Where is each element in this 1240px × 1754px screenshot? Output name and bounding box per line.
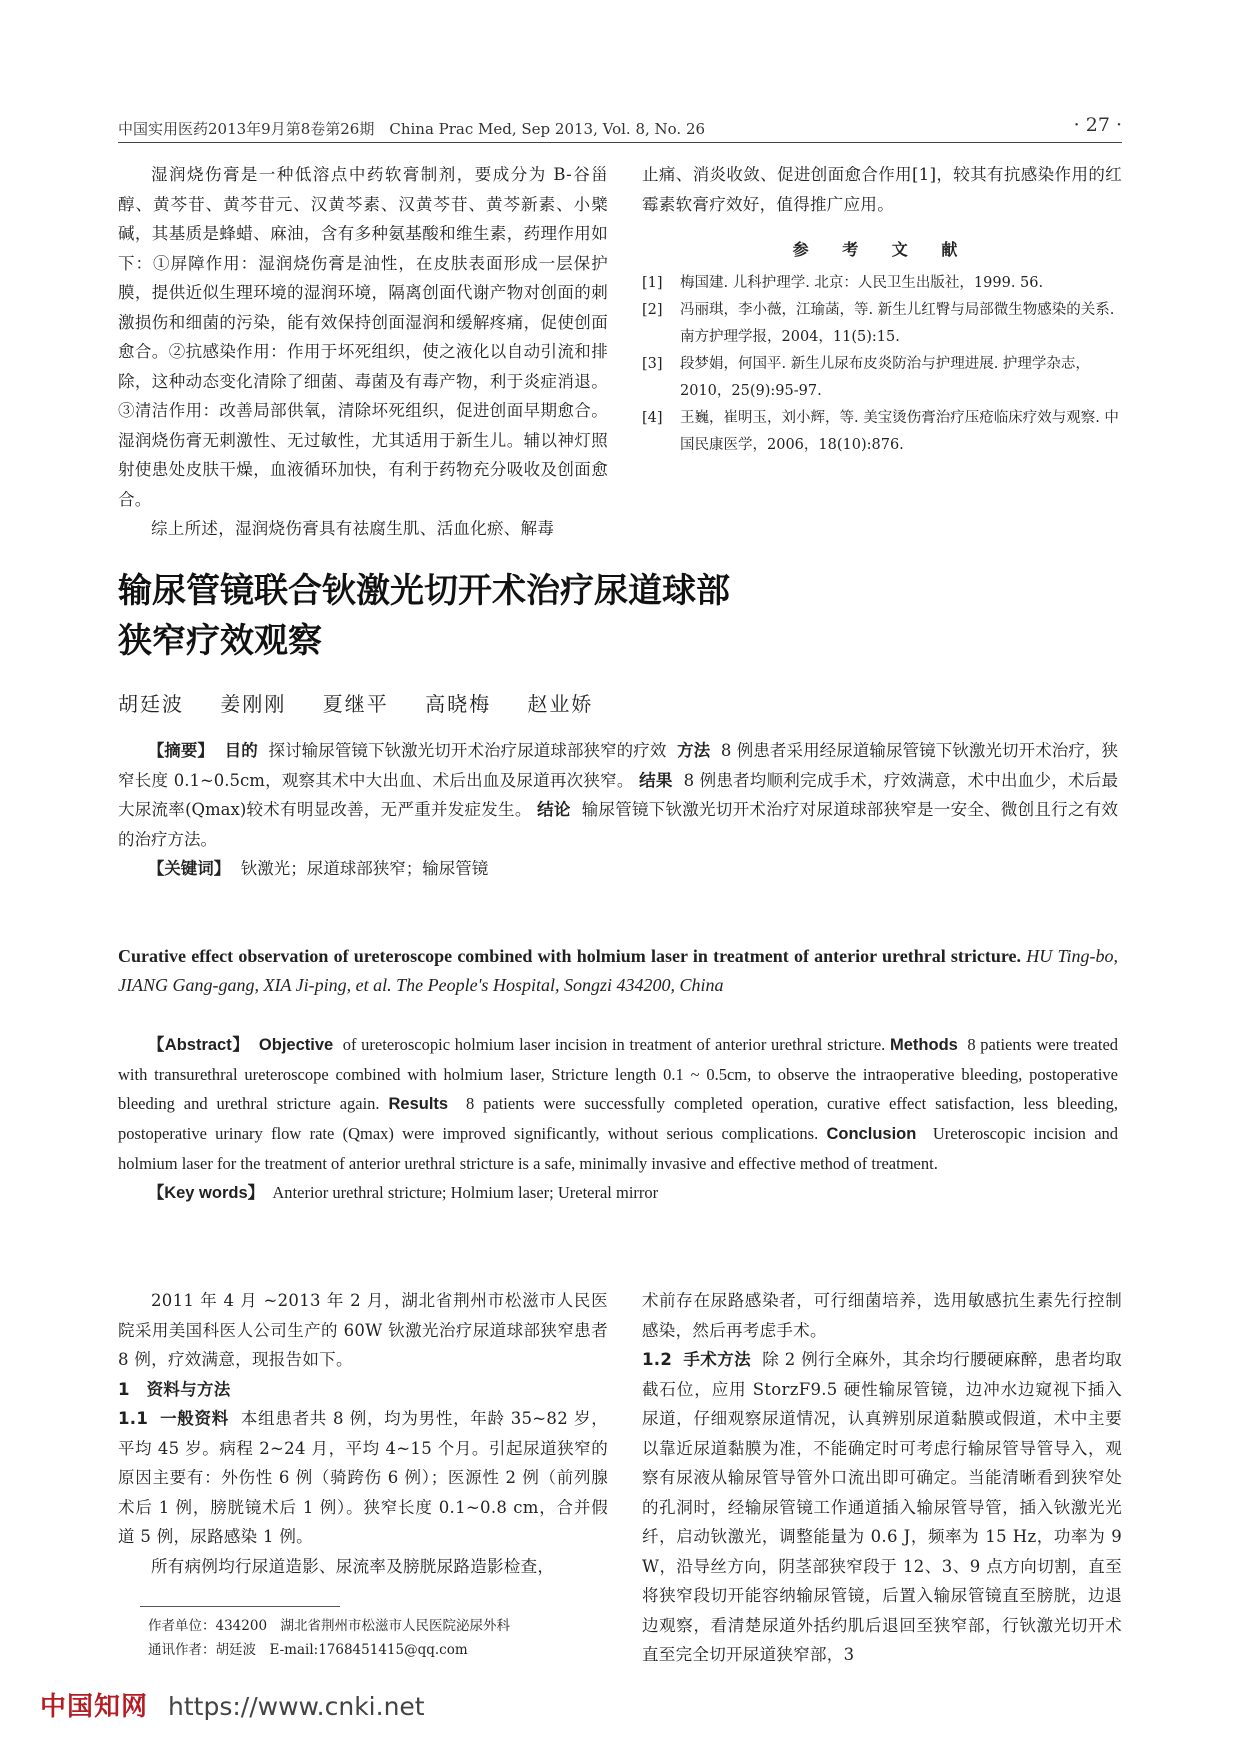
results-text: 8 例患者均顺利完成手术，疗效满意，术中出血少，术后最大尿流率(Qmax)较术有明显改善，无严重并发症发生。	[118, 770, 1118, 819]
section-heading	[118, 1375, 608, 1405]
subsection-text: 除 2 例行全麻外，其余均行腰硬麻醉，患者均取截石位，应用 StorzF9.5 硬性输尿管镜，边冲水边窥视下插入尿道，仔细观察尿道情况，认真辨别尿道黏膜或假道，术中主要以靠近尿道黏膜为准，不能确定时可考虑行输尿管导管导入，观察有尿液从输尿管导管外口流出即可确定。当能清晰看到狭窄处的孔洞时，经输尿管镜工作通道插入输尿管导管，插入钬激光光纤，启动钬激光，调整能量为 0.6 J，频率为 15 Hz，功率为 9 W，沿导丝方向，阴茎部狭窄段于 12、3、9 点方向切割，直至将狭窄段切开能容纳输尿管镜，后置入输尿管镜直至膀胱，边退边观察，看清楚尿道外括约肌后退回至狭窄部，行钬激光切开术直至完全切开尿道狭窄部，3	[642, 1350, 1123, 1664]
subsection-1-2	[642, 1345, 1122, 1670]
reference-number: [3]	[642, 356, 663, 372]
references-list	[642, 270, 1122, 459]
cnki-watermark	[40, 1686, 425, 1723]
subsection-1-1	[118, 1404, 608, 1552]
english-methods-text: 8 patients were treated with transurethral ureteroscope combined with holmium laser, Stricture length 0.1 ~ 0.5cm, to observe the intraoperative bleeding, postoperative bleeding and urethral stricture again.	[118, 1035, 1119, 1113]
abstract-english	[118, 1030, 1118, 1208]
english-objective-label: Objective	[258, 1036, 334, 1054]
author-name: 高晓梅	[425, 692, 492, 716]
reference-text: 王巍，崔明玉，刘小辉，等. 美宝烫伤膏治疗压疮临床疗效与观察. 中国民康医学，2006，18(10):876.	[680, 410, 1119, 453]
prev-paragraph-2: 综上所述，湿润烧伤膏具有祛腐生肌、活血化瘀、解毒	[151, 519, 555, 538]
reference-item	[642, 270, 1122, 297]
conclusion-label: 结论	[537, 800, 571, 819]
prev-article-left-column	[118, 160, 608, 544]
footnote-rule	[140, 1606, 340, 1607]
english-authors: HU Ting-bo, JIANG Gang-gang, XIA Ji-ping, et al. The People's Hospital, Songzi 434200, China	[118, 946, 1118, 995]
abstract-chinese	[118, 736, 1118, 884]
keywords-text: 钬激光；尿道球部狭窄；输尿管镜	[240, 859, 489, 878]
english-title-block	[118, 942, 1118, 1000]
author-name: 姜刚刚	[220, 692, 287, 716]
subsection-text: 本组患者共 8 例，均为男性，年龄 35~82 岁，平均 45 岁。病程 2~24 月，平均 4~15 个月。引起尿道狭窄的原因主要有：外伤性 6 例（骑跨伤 6 例）；医源性 2 例（前列腺术后 1 例，膀胱镜术后 1 例）。狭窄长度 0.1~0.8 cm，合并假道 5 例，尿路感染 1 例。	[118, 1409, 609, 1546]
corresponding-author: 通讯作者：胡廷波 E-mail:1768451415@qq.com	[148, 1642, 468, 1658]
english-title: Curative effect observation of ureteroscope combined with holmium laser in treatment of anterior urethral stricture.	[118, 946, 1022, 966]
results-label: 结果	[639, 770, 673, 790]
author-name: 胡廷波	[118, 692, 184, 716]
subsection-title: 手术方法	[683, 1350, 751, 1369]
english-objective-text: of ureteroscopic holmium laser incision in treatment of anterior urethral stricture.	[342, 1035, 886, 1054]
prev-paragraph-1: 湿润烧伤膏是一种低溶点中药软膏制剂，要成分为 B-谷甾醇、黄芩苷、黄芩苷元、汉黄芩素、汉黄芩苷、黄芩新素、小檗碱，其基质是蜂蜡、麻油，含有多种氨基酸和维生素，药理作用如下：①屏障作用：湿润烧伤膏是油性，在皮肤表面形成一层保护膜，提供近似生理环境的湿润环境，隔离创面代谢产物对创面的刺激损伤和细菌的污染，能有效保持创面湿润和缓解疼痛，促使创面愈合。②抗感染作用：作用于坏死组织，使之液化以自动引流和排除，这种动态变化清除了细菌、毒菌及有毒产物，利于炎症消退。③清洁作用：改善局部供氧，清除坏死组织，促进创面早期愈合。湿润烧伤膏无刺激性、无过敏性，尤其适用于新生儿。辅以神灯照射使患处皮肤干燥，血液循环加快，有利于药物充分吸收及创面愈合。	[118, 165, 608, 509]
english-results-label: Results	[388, 1095, 449, 1113]
conclusion-text: 输尿管镜下钬激光切开术治疗对尿道球部狭窄是一安全、微创且行之有效的治疗方法。	[118, 800, 1118, 849]
author-name: 夏继平	[322, 692, 389, 716]
abstract-paragraph	[118, 736, 1118, 854]
reference-item	[642, 405, 1122, 459]
english-abstract-paragraph	[118, 1030, 1118, 1178]
journal-header: 中国实用医药2013年9月第8卷第26期 China Prac Med, Sep 2013, Vol. 8, No. 26	[118, 120, 706, 138]
header-rule	[118, 142, 1122, 143]
article-title-line-1: 输尿管镜联合钬激光切开术治疗尿道球部	[118, 571, 730, 611]
prev-paragraph-3: 止痛、消炎收敛、促进创面愈合作用[1]，较其有抗感染作用的红霉素软膏疗效好，值得推广应用。	[642, 165, 1122, 214]
english-keywords-label: 【Key words】	[147, 1184, 265, 1202]
article-title-line-2: 狭窄疗效观察	[118, 621, 322, 661]
reference-number: [2]	[642, 302, 663, 318]
objective-text: 探讨输尿管镜下钬激光切开术治疗尿道球部狭窄的疗效	[268, 741, 667, 760]
reference-text: 梅国建. 儿科护理学. 北京：人民卫生出版社，1999. 56.	[680, 275, 1044, 291]
english-abstract-label: 【Abstract】	[147, 1036, 250, 1054]
body-paragraph: 术前存在尿路感染者，可行细菌培养，选用敏感抗生素先行控制感染，然后再考虑手术。	[642, 1291, 1122, 1340]
english-conclusion-label: Conclusion	[826, 1125, 917, 1143]
article-title	[118, 566, 1018, 666]
objective-label: 目的	[224, 741, 258, 760]
english-results-text: 8 patients were successfully completed operation, curative effect satisfaction, less bleeding, postoperative urinary flow rate (Qmax) were improved significantly, without serious complications.	[118, 1094, 1118, 1143]
reference-number: [1]	[642, 275, 663, 291]
cnki-url[interactable]: https://www.cnki.net	[168, 1692, 425, 1721]
author-name: 赵业娇	[527, 692, 594, 716]
english-keywords-text: Anterior urethral stricture; Holmium laser; Ureteral mirror	[272, 1183, 659, 1202]
reference-item	[642, 351, 1122, 405]
english-keywords-paragraph	[118, 1178, 1118, 1208]
footnote	[148, 1614, 510, 1662]
subsection-number: 1.2	[642, 1350, 673, 1369]
cnki-logo: 中国知网	[40, 1692, 149, 1722]
subsection-number: 1.1	[118, 1409, 149, 1428]
reference-item	[642, 297, 1122, 351]
reference-text: 段梦娟，何国平. 新生儿尿布皮炎防治与护理进展. 护理学杂志，2010，25(9):95-97.	[680, 356, 1090, 399]
methods-text: 8 例患者采用经尿道输尿管镜下钬激光切开术治疗，狭窄长度 0.1~0.5cm，观察其术中大出血、术后出血及尿道再次狭窄。	[118, 741, 1119, 790]
english-conclusion-text: Ureteroscopic incision and holmium laser for the treatment of anterior urethral stricture is a safe, minimally invasive and effective method of treatment.	[118, 1124, 1119, 1173]
section-1-title: 1 资料与方法	[118, 1379, 231, 1399]
subsection-title: 一般资料	[160, 1409, 229, 1428]
reference-number: [4]	[642, 410, 663, 426]
keywords-label: 【关键词】	[147, 859, 231, 878]
reference-text: 冯丽琪，李小薇，江瑜菡，等. 新生儿红臀与局部微生物感染的关系. 南方护理学报，2004，11(5):15.	[680, 302, 1115, 345]
prev-article-right-column	[642, 160, 1122, 459]
intro-paragraph: 2011 年 4 月 ~2013 年 2 月，湖北省荆州市松滋市人民医院采用美国科医人公司生产的 60W 钬激光治疗尿道球部狭窄患者 8 例，疗效满意，现报告如下。	[118, 1291, 608, 1369]
references-heading: 参 考 文 献	[792, 240, 972, 259]
keywords-paragraph	[118, 854, 1118, 884]
page-number: · 27 ·	[1073, 114, 1122, 136]
author-affiliation: 作者单位：434200 湖北省荆州市松滋市人民医院泌尿外科	[148, 1618, 511, 1634]
author-list	[118, 688, 621, 717]
methods-label: 方法	[677, 741, 711, 760]
body-paragraph: 所有病例均行尿道造影、尿流率及膀胱尿路造影检查，	[151, 1556, 555, 1576]
abstract-label: 【摘要】	[147, 741, 215, 760]
english-methods-label: Methods	[890, 1036, 958, 1054]
body-left-column	[118, 1286, 608, 1581]
body-right-column	[642, 1286, 1122, 1670]
